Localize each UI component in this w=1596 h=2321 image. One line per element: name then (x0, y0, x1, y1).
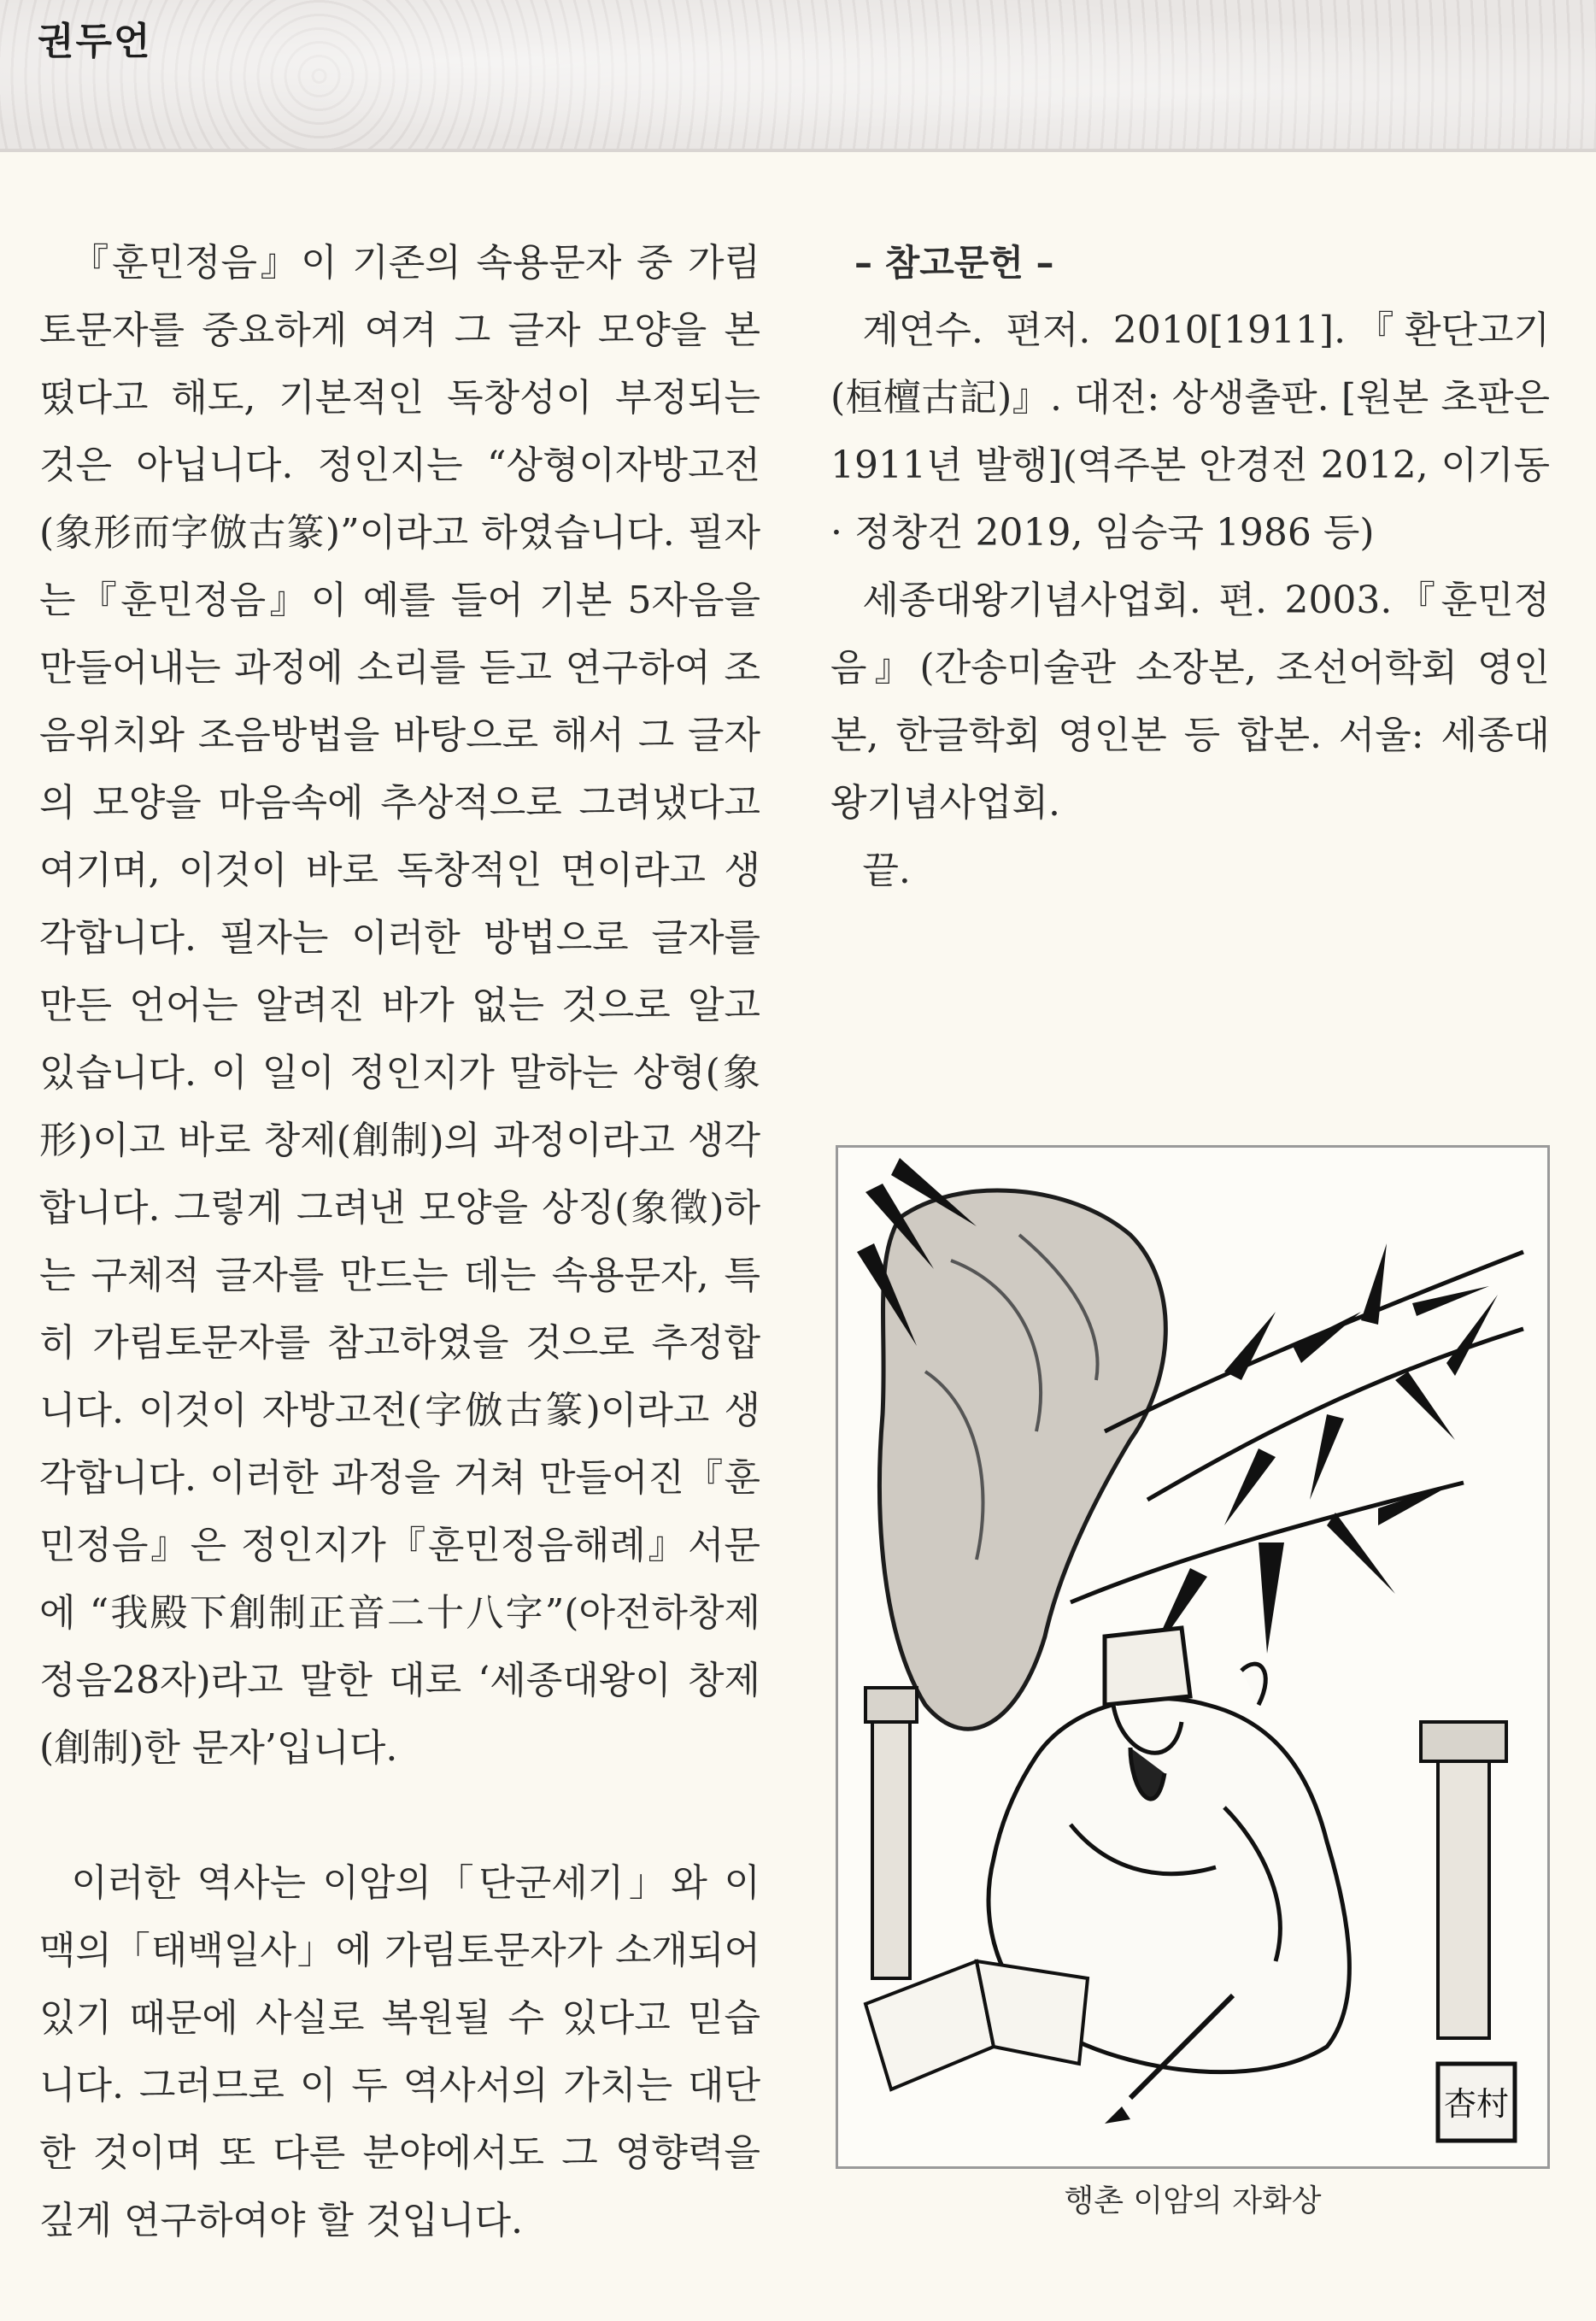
article-paragraph: 『훈민정음』이 기존의 속용문자 중 가림토문자를 중요하게 여겨 그 글자 모양을 본떴다고 해도, 기본적인 독창성이 부정되는 것은 아닙니다. 정인지는 “상형이자방고전(象形而字倣古篆)”이라고 하였습니다. 필자는『훈민정음』이 예를 들어 기본 5자음을 만들어내는 과정에 소리를 듣고 연구하여 조음위치와 조음방법을 바탕으로 해서 그 글자의 모양을 마음속에 추상적으로 그려냈다고 여기며, 이것이 바로 독창적인 면이라고 생각합니다. 필자는 이러한 방법으로 글자를 만든 언어는 알려진 바가 없는 것으로 알고 있습니다. 이 일이 정인지가 말하는 상형(象形)이고 바로 창제(創制)의 과정이라고 생각합니다. 그렇게 그려낸 모양을 상징(象徵)하는 구체적 글자를 만드는 데는 속용문자, 특히 가림토문자를 참고하였을 것으로 추정합니다. 이것이 자방고전(字倣古篆)이라고 생각합니다. 이러한 과정을 거쳐 만들어진『훈민정음』은 정인지가『훈민정음해례』서문에 “我殿下創制正音二十八字”(아전하창제정음28자)라고 말한 대로 ‘세종대왕이 창제(創制)한 문자’입니다. (39, 241, 760, 1770)
closing-mark: 끝. (862, 849, 911, 892)
portrait-figure (836, 1145, 1550, 2169)
reference-item: 세종대왕기념사업회. 편. 2003.『훈민정음』(간송미술관 소장본, 조선어학회 영인본, 한글학회 영인본 등 합본. 서울: 세종대왕기념사업회. (830, 579, 1550, 825)
article-body (39, 229, 760, 2254)
references-section (830, 229, 1550, 904)
header-banner (0, 0, 1596, 152)
open-book (865, 1961, 1088, 2089)
portrait-illustration (848, 1158, 1537, 2156)
seal-text: 杏村 (1443, 2085, 1510, 2123)
references-heading: – 참고문헌 – (854, 242, 1054, 284)
figure-caption: 행촌 이암의 자화상 (1064, 2183, 1322, 2218)
reference-item: 계연수. 편저. 2010[1911].『환단고기(桓檀古記)』. 대전: 상생출판. [원본 초판은 1911년 발행](역주본 안경전 2012, 이기동 · 정창건 2019, 임승국 1986 등) (830, 308, 1550, 555)
article-paragraph: 이러한 역사는 이암의「단군세기」와 이맥의「태백일사」에 가림토문자가 소개되어 있기 때문에 사실로 복원될 수 있다고 믿습니다. 그러므로 이 두 역사서의 가치는 대단한 것이며 또 다른 분야에서도 그 영향력을 깊게 연구하여야 할 것입니다. (39, 1861, 760, 2242)
section-title: 권두언 (38, 20, 152, 63)
